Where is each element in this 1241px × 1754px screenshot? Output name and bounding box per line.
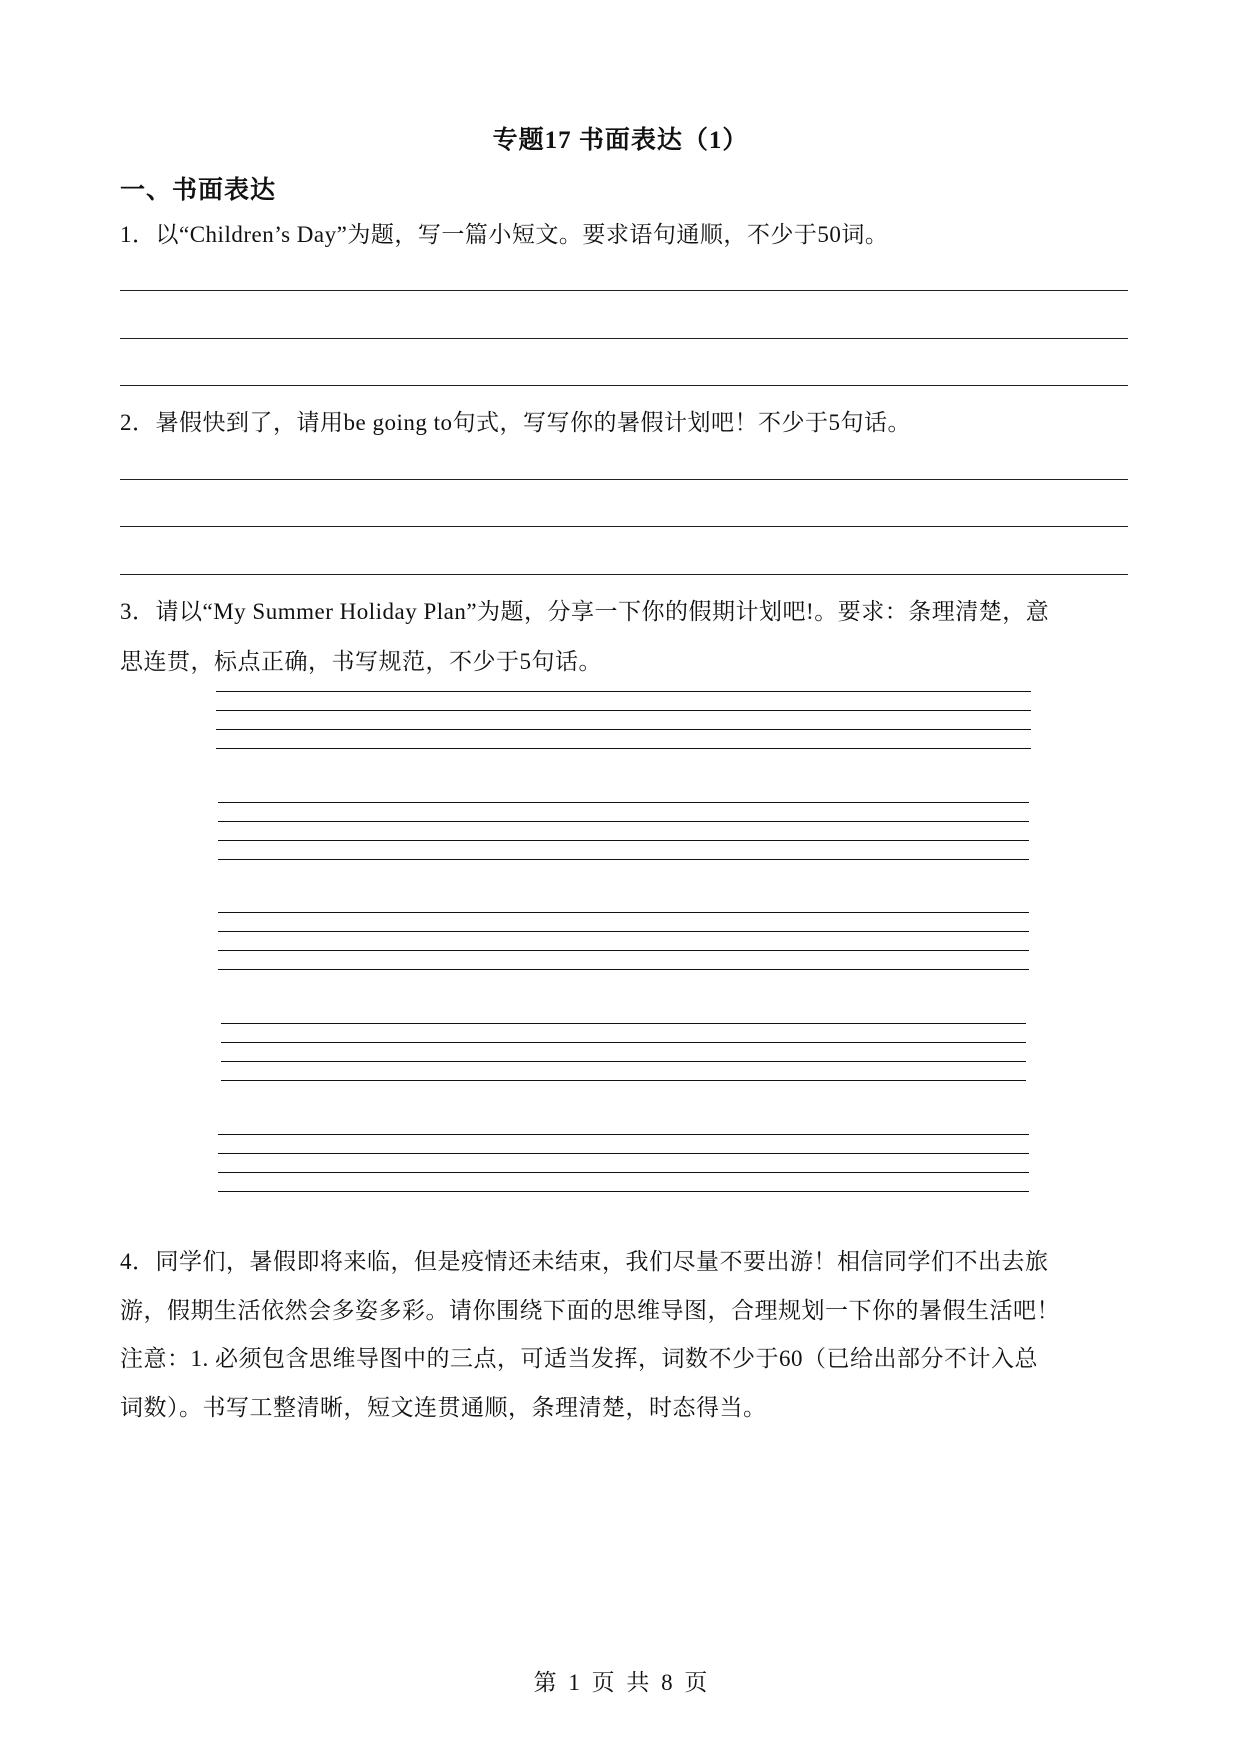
q1-answer-line-2[interactable] <box>120 338 1128 339</box>
stave-2-line-3 <box>218 840 1029 841</box>
q1-answer-line-1[interactable] <box>120 290 1128 291</box>
stave-1-line-2 <box>216 710 1031 711</box>
page-footer: 第 1 页 共 8 页 <box>533 1670 708 1695</box>
section-heading: 一、书面表达 <box>120 177 277 204</box>
stave-4-line-1 <box>221 1023 1026 1024</box>
stave-4-line-4 <box>221 1080 1026 1081</box>
question-1 <box>120 210 1130 260</box>
stave-5-line-1 <box>218 1134 1029 1135</box>
question-2 <box>120 398 1130 448</box>
question-3-number: 3． <box>120 599 156 624</box>
question-2-text: 暑假快到了，请用be going to句式，写写你的暑假计划吧！不少于5句话。 <box>155 410 911 435</box>
question-4-text-line-3: 注意：1. 必须包含思维导图中的三点，可适当发挥，词数不少于60（已给出部分不计入总 <box>120 1346 1038 1371</box>
question-4-text-line-4: 词数）。书写工整清晰，短文连贯通顺，条理清楚，时态得当。 <box>120 1394 767 1420</box>
stave-5-line-3 <box>218 1172 1029 1173</box>
question-4-text-line-1: 同学们，暑假即将来临，但是疫情还未结束，我们尽量不要出游！相信同学们不出去旅 <box>155 1249 1049 1274</box>
question-1-text: 以“Children’s Day”为题，写一篇小短文。要求语句通顺，不少于50词。 <box>155 222 889 247</box>
stave-3-line-1 <box>218 912 1029 913</box>
stave-3-line-3 <box>218 950 1029 951</box>
stave-3-line-4 <box>218 969 1029 970</box>
page-title: 专题17 书面表达（1） <box>492 127 749 154</box>
stave-1-line-1 <box>216 691 1031 692</box>
stave-2-line-4 <box>218 859 1029 860</box>
question-3-text-line-1: 请以“My Summer Holiday Plan”为题，分享一下你的假期计划吧!。要求：条理清楚，意 <box>155 599 1050 624</box>
stave-3-line-2 <box>218 931 1029 932</box>
question-4 <box>120 1238 1130 1432</box>
question-4-text-line-2: 游，假期生活依然会多姿多彩。请你围绕下面的思维导图，合理规划一下你的暑假生活吧！ <box>120 1297 1060 1323</box>
question-1-number: 1． <box>120 222 156 247</box>
stave-1-line-4 <box>216 748 1031 749</box>
stave-4-line-3 <box>221 1061 1026 1062</box>
stave-2-line-2 <box>218 821 1029 822</box>
question-3-text-line-2: 思连贯，标点正确，书写规范，不少于5句话。 <box>120 649 602 674</box>
stave-2-line-1 <box>218 802 1029 803</box>
stave-1-line-3 <box>216 729 1031 730</box>
stave-4-line-2 <box>221 1042 1026 1043</box>
question-3 <box>120 587 1130 687</box>
question-4-number: 4． <box>120 1249 156 1274</box>
question-2-number: 2． <box>120 410 156 435</box>
q2-answer-line-1[interactable] <box>120 479 1128 480</box>
q2-answer-line-3[interactable] <box>120 574 1128 575</box>
stave-5-line-2 <box>218 1153 1029 1154</box>
q1-answer-line-3[interactable] <box>120 385 1128 386</box>
stave-5-line-4 <box>218 1191 1029 1192</box>
q2-answer-line-2[interactable] <box>120 526 1128 527</box>
